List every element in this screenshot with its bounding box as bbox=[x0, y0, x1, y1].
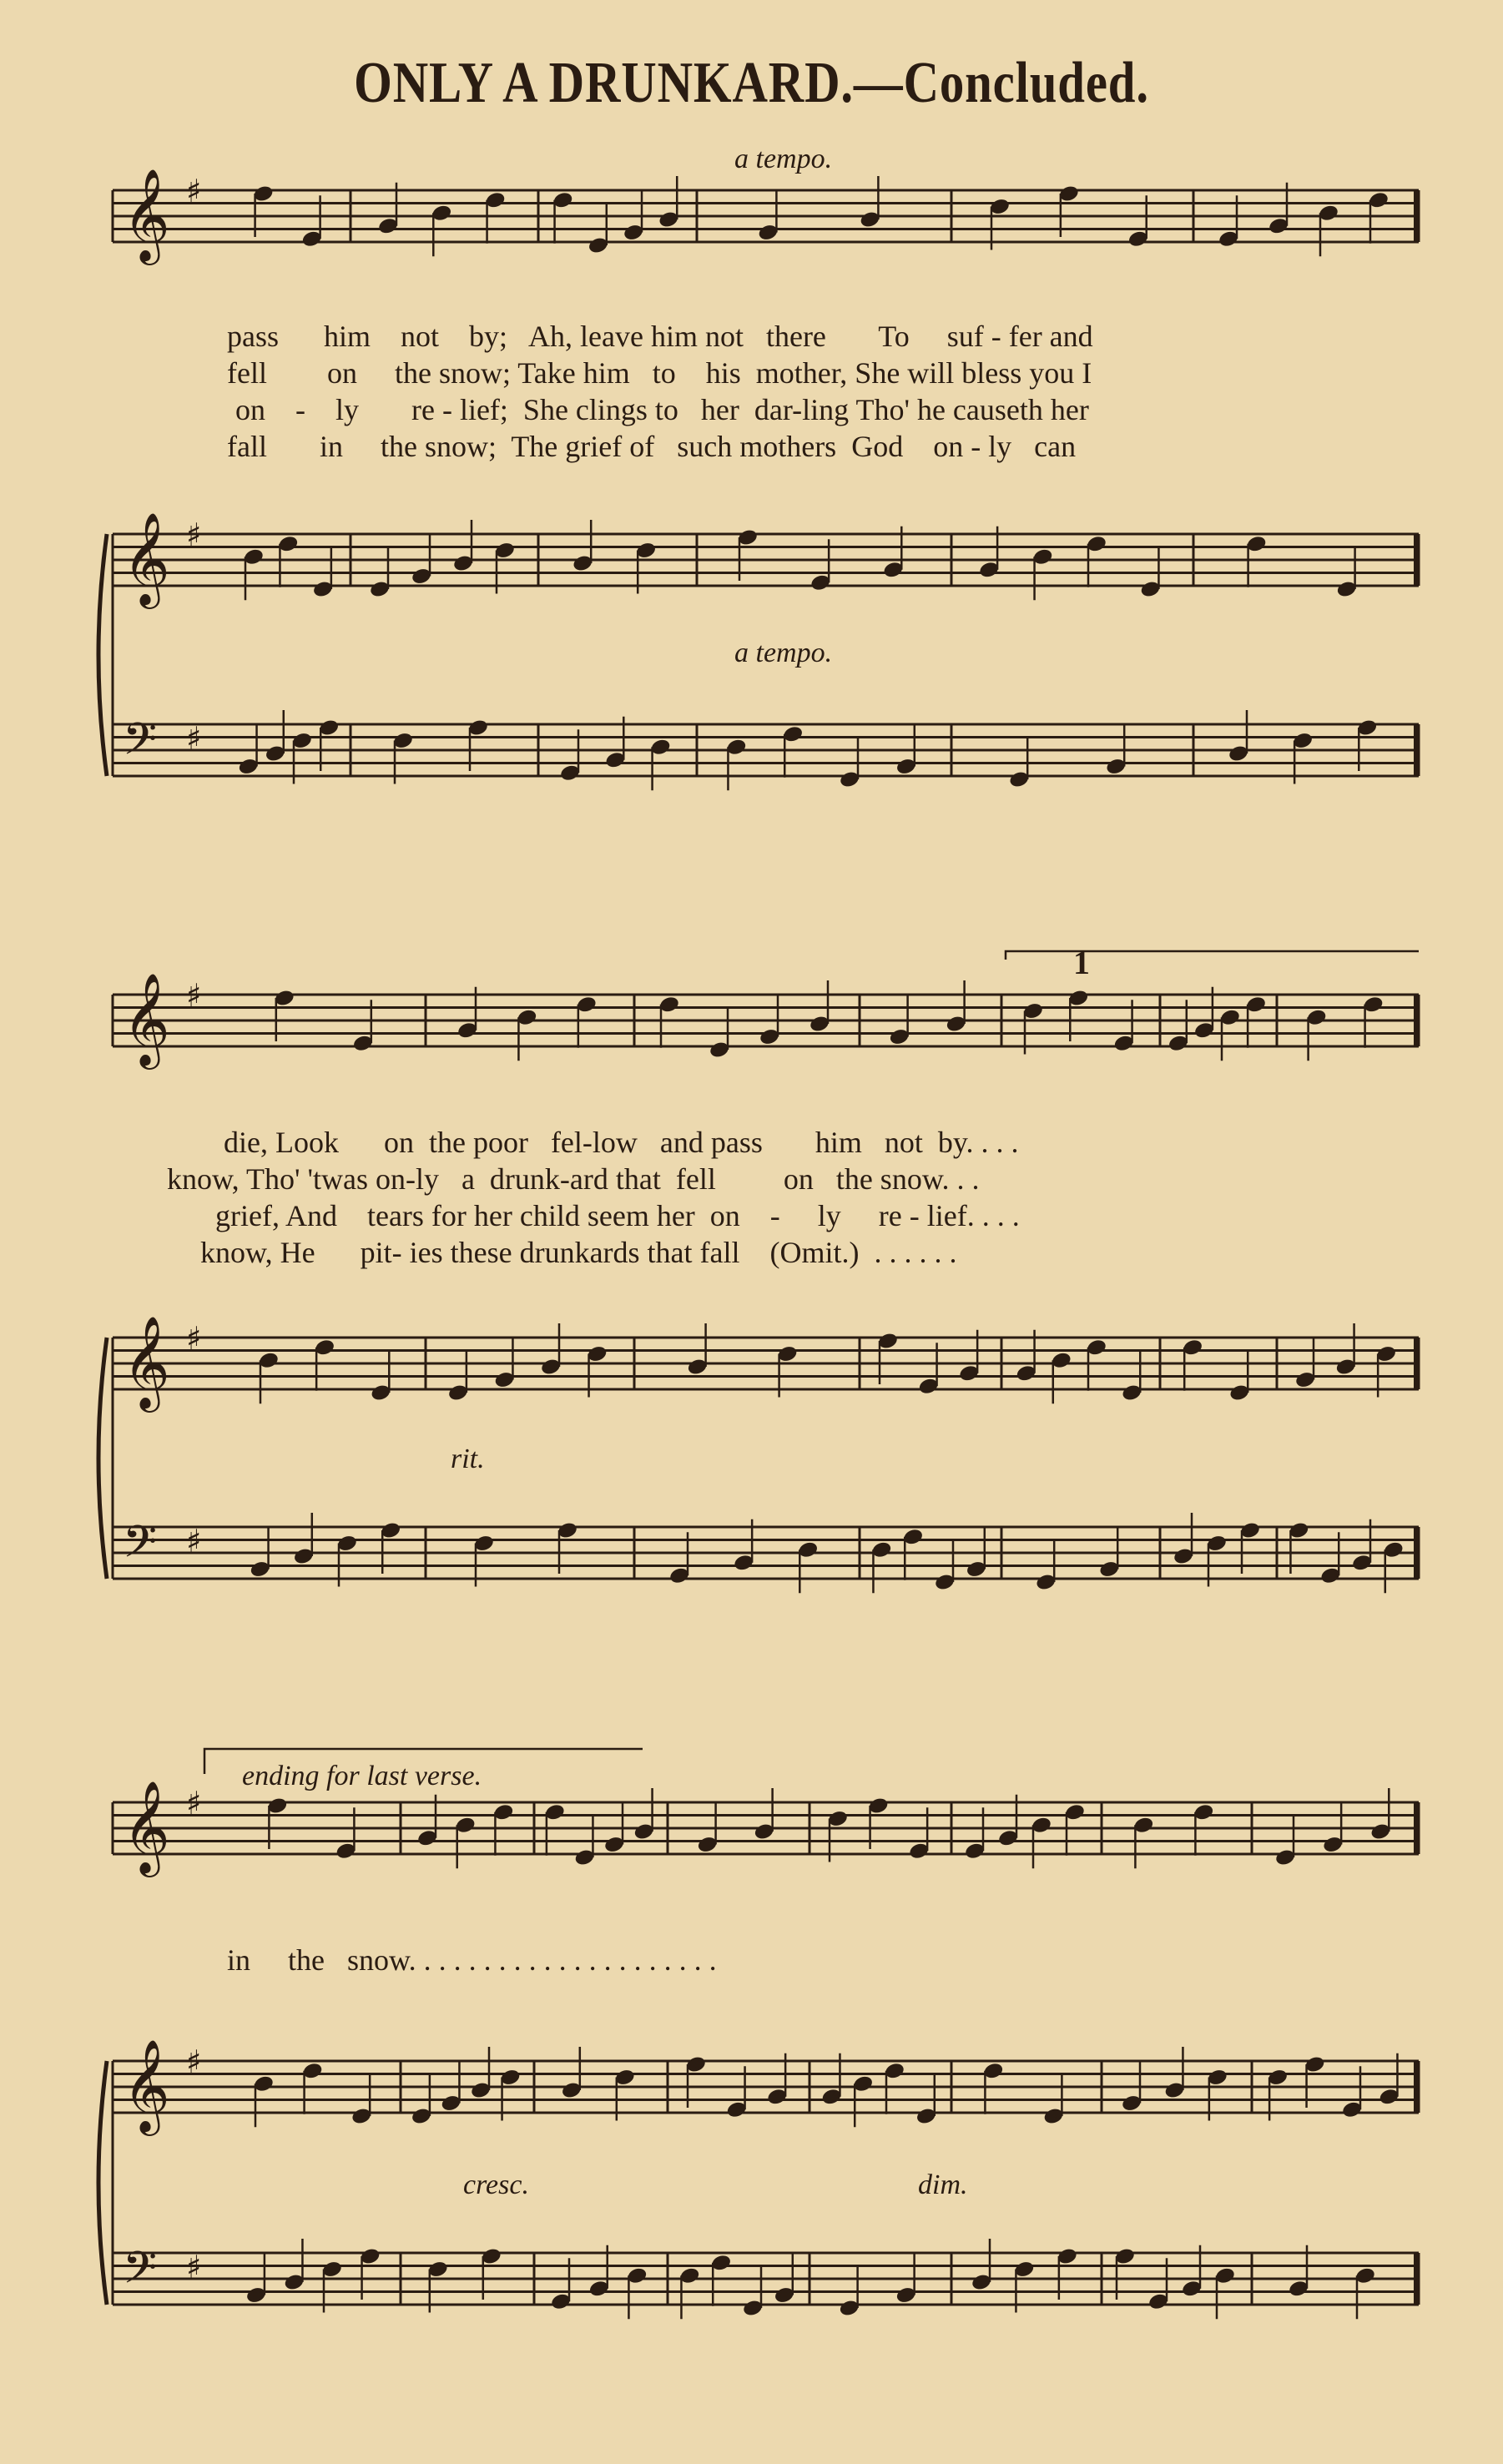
piano-brace bbox=[98, 534, 107, 776]
first-ending-number: 1 bbox=[1073, 944, 1090, 981]
lyric-line-1-4: fall in the snow; The grief of such mothers God on - ly can bbox=[227, 430, 1077, 463]
key-sharp-icon: ♯ bbox=[186, 1523, 202, 1560]
key-sharp-icon: ♯ bbox=[186, 1320, 202, 1357]
treble-clef-icon: 𝄞 bbox=[123, 972, 170, 1066]
bass-clef-icon: 𝄢 bbox=[123, 2243, 158, 2305]
tempo-mark-piano: a tempo. bbox=[734, 637, 833, 668]
cresc-mark: cresc. bbox=[463, 2169, 529, 2200]
final-barline bbox=[1414, 190, 1419, 242]
key-sharp-icon: ♯ bbox=[186, 516, 202, 553]
final-barline bbox=[1414, 1527, 1419, 1579]
lyric-line-1-3: on - ly re - lief; She clings to her dar-ling Tho' he causeth her bbox=[235, 393, 1089, 426]
treble-clef-icon: 𝄞 bbox=[123, 1315, 170, 1408]
piano-brace bbox=[98, 2061, 107, 2305]
page-title: ONLY A DRUNKARD.—Concluded. bbox=[354, 51, 1149, 115]
lyric-line-2-1: die, Look on the poor fel-low and pass him not by. . . . bbox=[224, 1126, 1019, 1159]
final-barline bbox=[1414, 724, 1419, 776]
key-sharp-icon: ♯ bbox=[186, 2249, 202, 2285]
key-sharp-icon: ♯ bbox=[186, 977, 202, 1014]
treble-clef-icon: 𝄞 bbox=[123, 168, 170, 261]
piano-brace bbox=[98, 1338, 107, 1579]
bass-clef-icon: 𝄢 bbox=[123, 1517, 158, 1579]
key-sharp-icon: ♯ bbox=[186, 720, 202, 757]
treble-clef-icon: 𝄞 bbox=[123, 511, 170, 605]
lyric-line-2-2: know, Tho' 'twas on-ly a drunk-ard that fell on the snow. . . bbox=[167, 1162, 980, 1196]
key-sharp-icon: ♯ bbox=[186, 1785, 202, 1822]
final-barline bbox=[1414, 534, 1419, 586]
first-ending-bracket bbox=[1006, 951, 1419, 960]
final-barline bbox=[1414, 2061, 1419, 2113]
ending-for-last-verse-label: ending for last verse. bbox=[242, 1761, 482, 1791]
dim-mark: dim. bbox=[918, 2169, 968, 2200]
final-barline bbox=[1414, 2253, 1419, 2305]
treble-clef-icon: 𝄞 bbox=[123, 1780, 170, 1873]
key-sharp-icon: ♯ bbox=[186, 2043, 202, 2080]
key-sharp-icon: ♯ bbox=[186, 173, 202, 209]
treble-clef-icon: 𝄞 bbox=[123, 2038, 170, 2132]
rit-mark: rit. bbox=[451, 1444, 485, 1474]
tempo-mark-voice: a tempo. bbox=[734, 144, 833, 174]
lyric-line-2-4: know, He pit- ies these drunkards that fall (Omit.) . . . . . . bbox=[200, 1236, 957, 1269]
final-barline bbox=[1414, 1802, 1419, 1854]
final-barline bbox=[1414, 995, 1419, 1046]
bass-clef-icon: 𝄢 bbox=[123, 714, 158, 776]
final-barline bbox=[1414, 1338, 1419, 1389]
lyric-line-1-1: pass him not by; Ah, leave him not there To suf - fer and bbox=[227, 320, 1093, 353]
lyric-line-2-3: grief, And tears for her child seem her on - ly re - lief. . . . bbox=[215, 1199, 1020, 1232]
lyric-line-3-1: in the snow. . . . . . . . . . . . . . . . . . . . . bbox=[227, 1943, 717, 1977]
lyric-line-1-2: fell on the snow; Take him to his mother, She will bless you I bbox=[227, 356, 1092, 390]
